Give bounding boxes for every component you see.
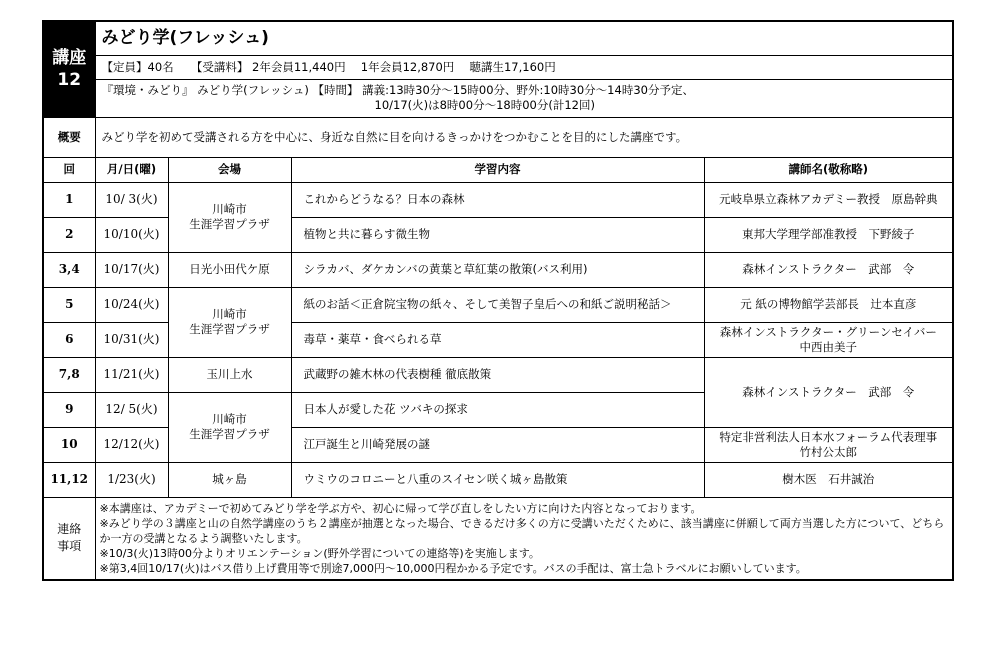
col-header-date: 月/日(曜) xyxy=(95,157,168,182)
session-lecturer: 森林インストラクター 武部 令 xyxy=(704,357,953,427)
session-content: 紙のお話＜正倉院宝物の紙々、そして美智子皇后への和紙ご説明秘話＞ xyxy=(291,287,704,322)
session-venue: 日光小田代ケ原 xyxy=(168,252,291,287)
session-no: 5 xyxy=(43,287,95,322)
session-row xyxy=(43,252,953,287)
session-date: 12/ 5(火) xyxy=(95,392,168,427)
session-no: 1 xyxy=(43,182,95,217)
summary-text: みどり学を初めて受講される方を中心に、身近な自然に目を向けるきっかけをつかむことを目的にした講座です。 xyxy=(95,117,953,157)
session-lecturer: 森林インストラクター 武部 令 xyxy=(704,252,953,287)
time-line-1: 『環境・みどり』 みどり学(フレッシュ) 【時間】 講義:13時30分～15時00分、野外:10時30分～14時30分予定、 xyxy=(101,83,694,97)
session-content: 日本人が愛した花 ツバキの探求 xyxy=(291,392,704,427)
session-content: 植物と共に暮らす微生物 xyxy=(291,217,704,252)
session-date: 12/12(火) xyxy=(95,427,168,462)
session-date: 10/10(火) xyxy=(95,217,168,252)
notes-row xyxy=(43,497,953,580)
session-date: 10/24(火) xyxy=(95,287,168,322)
session-date: 1/23(火) xyxy=(95,462,168,497)
session-content: 毒草・薬草・食べられる草 xyxy=(291,322,704,357)
session-content: シラカバ、ダケカンバの黄葉と草紅葉の散策(バス利用) xyxy=(291,252,704,287)
course-table xyxy=(42,20,954,581)
session-date: 10/17(火) xyxy=(95,252,168,287)
session-date: 11/21(火) xyxy=(95,357,168,392)
session-no: 11,12 xyxy=(43,462,95,497)
session-row xyxy=(43,287,953,322)
session-row xyxy=(43,357,953,392)
session-content: ウミウのコロニーと八重のスイセン咲く城ヶ島散策 xyxy=(291,462,704,497)
session-lecturer: 元 紙の博物館学芸部長 辻本直彦 xyxy=(704,287,953,322)
session-lecturer: 特定非営利法人日本水フォーラム代表理事 竹村公太郎 xyxy=(704,427,953,462)
session-no: 2 xyxy=(43,217,95,252)
session-date: 10/ 3(火) xyxy=(95,182,168,217)
notes-label: 連絡 事項 xyxy=(43,497,95,580)
session-no: 6 xyxy=(43,322,95,357)
session-row xyxy=(43,182,953,217)
session-lecturer: 元岐阜県立森林アカデミー教授 原島幹典 xyxy=(704,182,953,217)
session-venue: 川崎市 生涯学習プラザ xyxy=(168,182,291,252)
note-item: ※第3,4回10/17(火)はバス借り上げ費用等で別途7,000円～10,000円程かかる予定です。バスの手配は、富士急トラベルにお願いしています。 xyxy=(99,561,807,575)
session-content: これからどうなる？日本の森林 xyxy=(291,182,704,217)
session-lecturer: 森林インストラクター・グリーンセイバー 中西由美子 xyxy=(704,322,953,357)
col-header-content: 学習内容 xyxy=(291,157,704,182)
course-title: みどり学(フレッシュ) xyxy=(95,21,953,55)
session-no: 9 xyxy=(43,392,95,427)
col-header-no: 回 xyxy=(43,157,95,182)
course-sheet xyxy=(42,20,952,581)
course-number-badge xyxy=(43,21,95,117)
note-item: ※本講座は、アカデミーで初めてみどり学を学ぶ方や、初心に帰って学び直しをしたい方に向けた内容となっております。 xyxy=(99,501,702,515)
note-item: ※みどり学の３講座と山の自然学講座のうち２講座が抽選となった場合、できるだけ多くの方に受講いただくために、該当講座に併願して両方当選した方について、どちらか一方の受講となるよう調整いたします。 xyxy=(99,516,945,545)
col-header-lecturer: 講師名(敬称略) xyxy=(704,157,953,182)
session-venue: 玉川上水 xyxy=(168,357,291,392)
note-item: ※10/3(火)13時00分よりオリエンテーション(野外学習についての連絡等)を実施します。 xyxy=(99,546,540,560)
session-no: 7,8 xyxy=(43,357,95,392)
col-header-venue: 会場 xyxy=(168,157,291,182)
notes-content xyxy=(95,497,953,580)
session-venue: 川崎市 生涯学習プラザ xyxy=(168,287,291,357)
session-no: 3,4 xyxy=(43,252,95,287)
course-label: 講座 xyxy=(52,48,87,69)
category-time-info xyxy=(95,79,953,117)
capacity-fee-line: 【定員】40名 【受講料】 2年会員11,440円 1年会員12,870円 聴講生17,160円 xyxy=(95,55,953,79)
time-line-2: 10/17(火)は8時00分～18時00分(計12回) xyxy=(374,98,595,112)
session-content: 江戸誕生と川崎発展の謎 xyxy=(291,427,704,462)
course-number: 12 xyxy=(57,70,82,91)
session-date: 10/31(火) xyxy=(95,322,168,357)
session-content: 武蔵野の雑木林の代表樹種 徹底散策 xyxy=(291,357,704,392)
session-venue: 城ヶ島 xyxy=(168,462,291,497)
session-venue: 川崎市 生涯学習プラザ xyxy=(168,392,291,462)
column-header-row xyxy=(43,157,953,182)
session-lecturer: 東邦大学理学部准教授 下野綾子 xyxy=(704,217,953,252)
session-lecturer: 樹木医 石井誠治 xyxy=(704,462,953,497)
session-no: 10 xyxy=(43,427,95,462)
session-row xyxy=(43,462,953,497)
summary-label: 概要 xyxy=(43,117,95,157)
